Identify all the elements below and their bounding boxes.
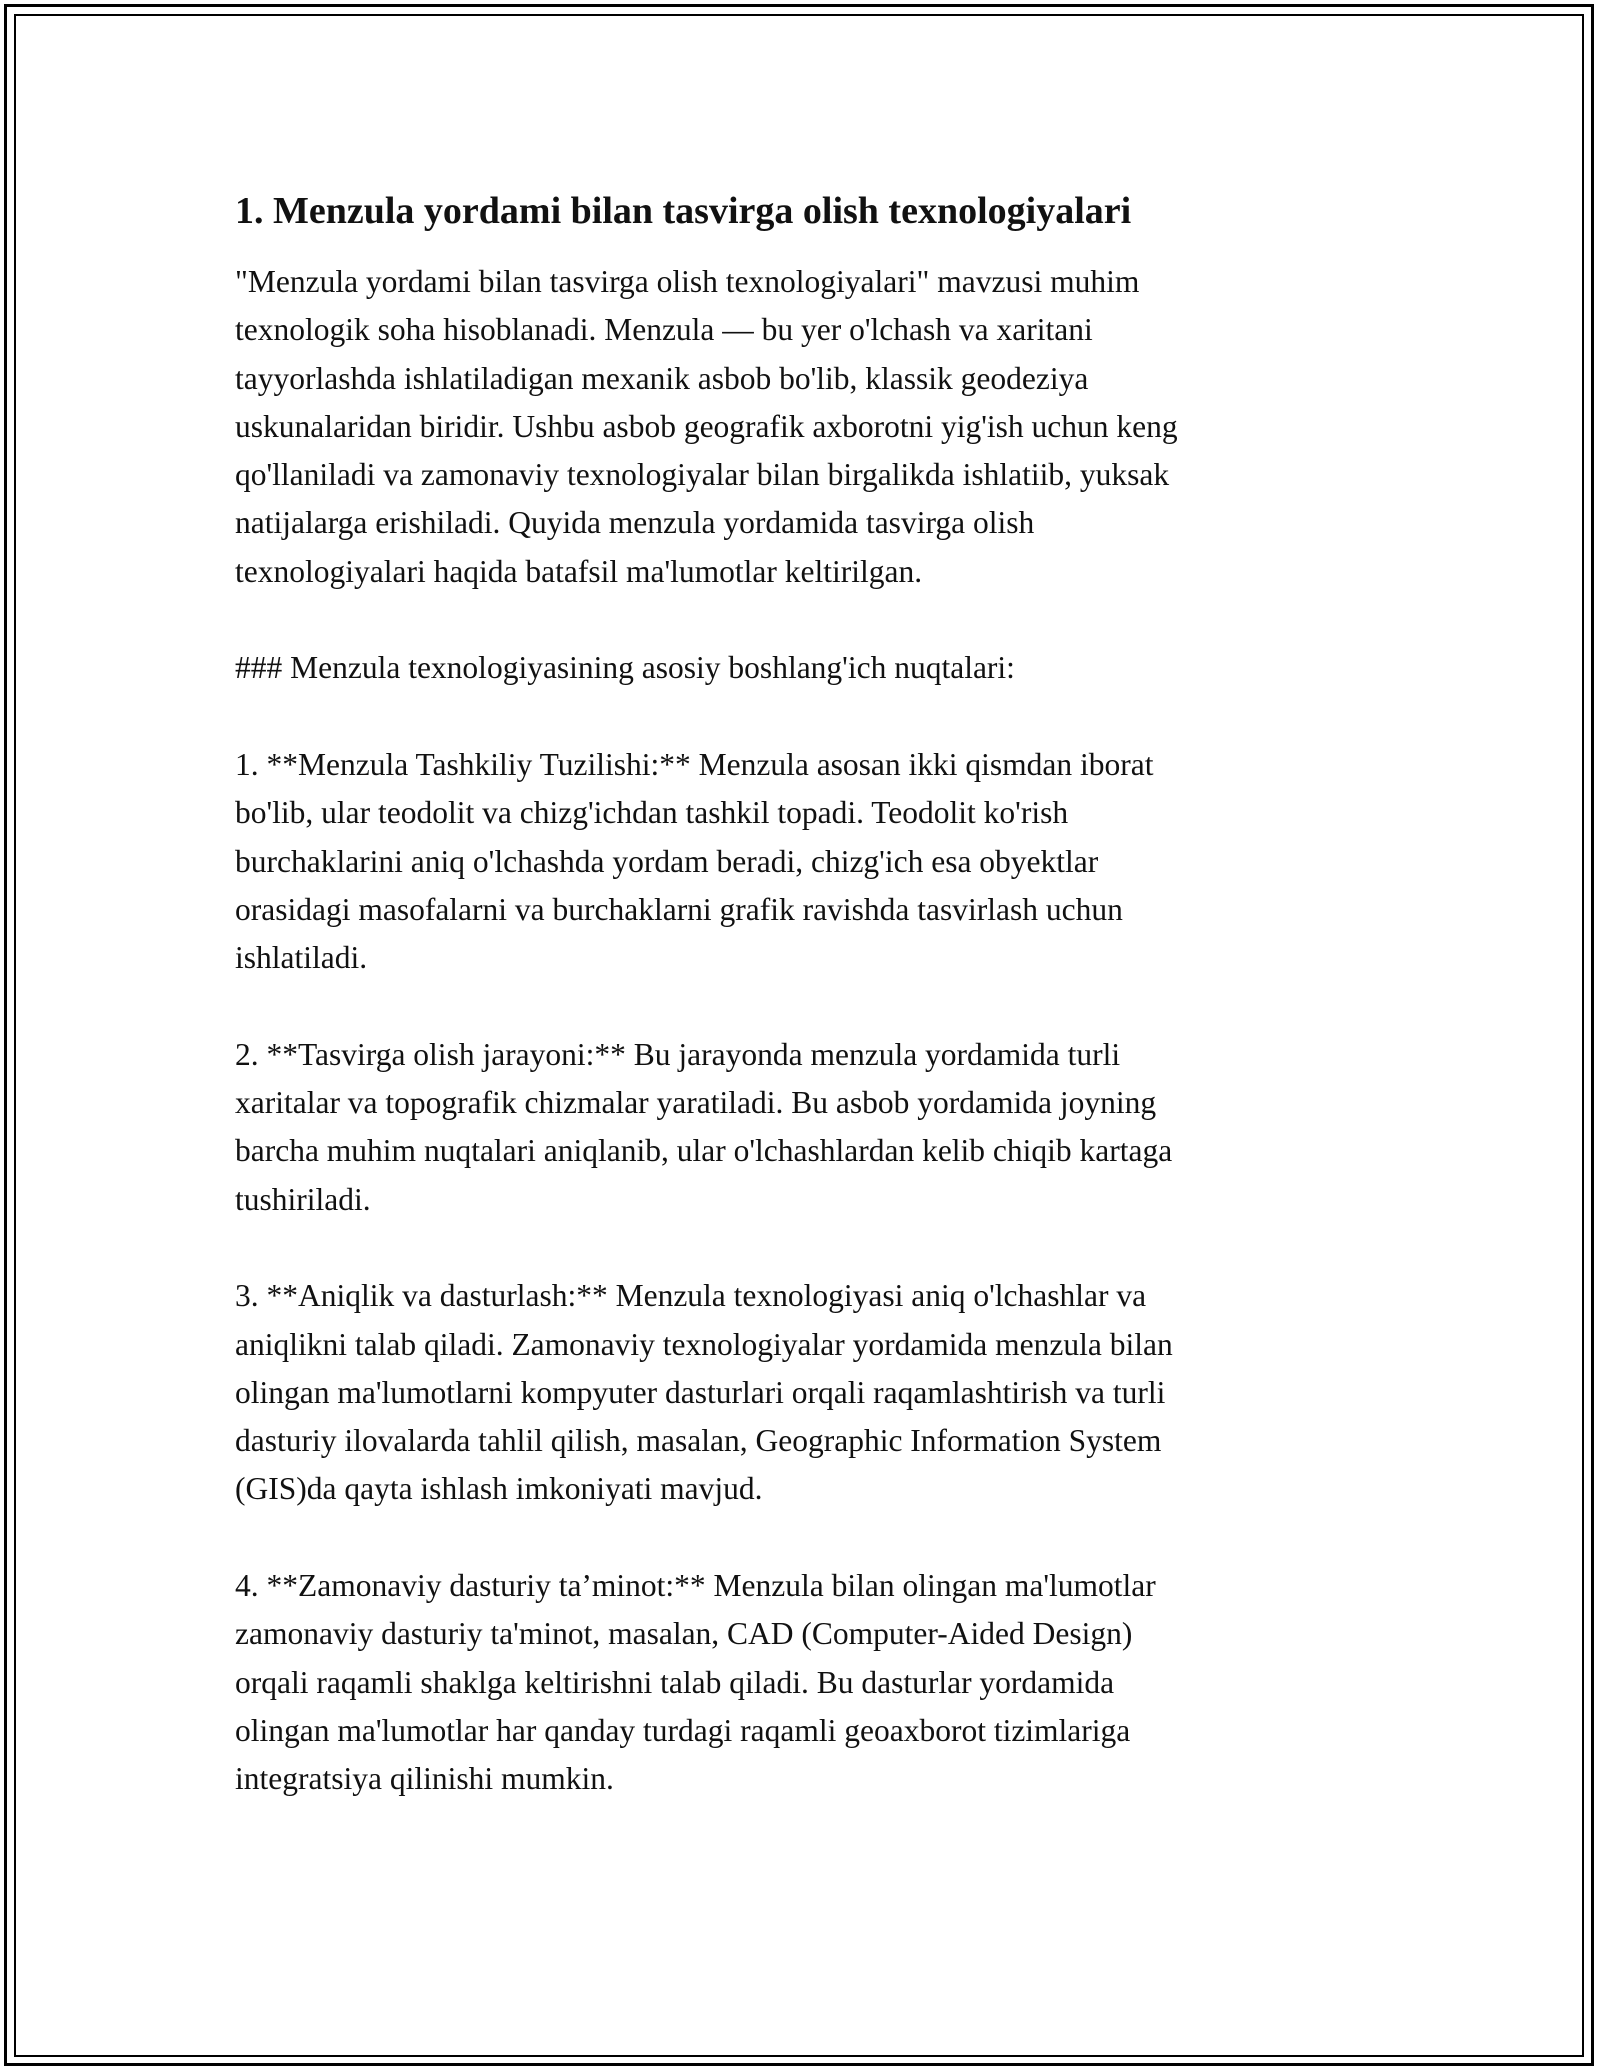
paragraph-line: ### Menzula texnologiyasining asosiy boshlang'ich nuqtalari: <box>235 650 1015 686</box>
paragraph-line: dasturiy ilovalarda tahlil qilish, masalan, Geographic Information System <box>235 1423 1162 1459</box>
intro-paragraph <box>235 258 1345 596</box>
paragraph-line: orasidagi masofalarni va burchaklarni grafik ravishda tasvirlash uchun <box>235 891 1123 927</box>
document-title: 1. Menzula yordami bilan tasvirga olish texnologiyalari <box>235 190 1132 232</box>
section-heading-paragraph <box>235 644 1345 692</box>
paragraph-line: olingan ma'lumotlarni kompyuter dasturlari orqali raqamlashtirish va turli <box>235 1374 1166 1410</box>
list-item-3-paragraph <box>235 1272 1345 1513</box>
paragraph-line: xaritalar va topografik chizmalar yaratiladi. Bu asbob yordamida joyning <box>235 1085 1157 1121</box>
paragraph-line: integratsiya qilinishi mumkin. <box>235 1761 614 1797</box>
paragraph-line: barcha muhim nuqtalari aniqlanib, ular o'lchashlardan kelib chiqib kartaga <box>235 1133 1173 1169</box>
paragraph-line: uskunalaridan biridir. Ushbu asbob geografik axborotni yig'ish uchun keng <box>235 408 1178 444</box>
document-body <box>235 186 1345 1852</box>
paragraph-line: bo'lib, ular teodolit va chizg'ichdan tashkil topadi. Teodolit ko'rish <box>235 795 1069 831</box>
list-item-1-paragraph <box>235 741 1345 982</box>
paragraph-line: burchaklarini aniq o'lchashda yordam beradi, chizg'ich esa obyektlar <box>235 843 1099 879</box>
paragraph-line: orqali raqamli shaklga keltirishni talab qiladi. Bu dasturlar yordamida <box>235 1664 1115 1700</box>
paragraph-line: 4. **Zamonaviy dasturiy ta’minot:** Menzula bilan olingan ma'lumotlar <box>235 1568 1156 1604</box>
paragraph-line: 2. **Tasvirga olish jarayoni:** Bu jarayonda menzula yordamida turli <box>235 1036 1121 1072</box>
paragraph-line: ishlatiladi. <box>235 940 368 976</box>
paragraph-line: texnologiyalari haqida batafsil ma'lumotlar keltirilgan. <box>235 553 923 589</box>
paragraph-line: natijalarga erishiladi. Quyida menzula yordamida tasvirga olish <box>235 505 1035 541</box>
paragraph-line: aniqlikni talab qiladi. Zamonaviy texnologiyalar yordamida menzula bilan <box>235 1326 1173 1362</box>
paragraph-line: 3. **Aniqlik va dasturlash:** Menzula texnologiyasi aniq o'lchashlar va <box>235 1278 1147 1314</box>
paragraph-line: olingan ma'lumotlar har qanday turdagi raqamli geoaxborot tizimlariga <box>235 1712 1131 1748</box>
list-item-4-paragraph <box>235 1562 1345 1803</box>
paragraph-line: tushiriladi. <box>235 1181 371 1217</box>
paragraph-line: "Menzula yordami bilan tasvirga olish texnologiyalari" mavzusi muhim <box>235 264 1140 299</box>
paragraph-line: zamonaviy dasturiy ta'minot, masalan, CAD (Computer-Aided Design) <box>235 1616 1133 1652</box>
paragraph-line: (GIS)da qayta ishlash imkoniyati mavjud. <box>235 1471 763 1507</box>
paragraph-line: 1. **Menzula Tashkiliy Tuzilishi:** Menzula asosan ikki qismdan iborat <box>235 746 1154 782</box>
list-item-2-paragraph <box>235 1031 1345 1224</box>
paragraph-line: qo'llaniladi va zamonaviy texnologiyalar bilan birgalikda ishlatiib, yuksak <box>235 457 1170 493</box>
paragraph-line: tayyorlashda ishlatiladigan mexanik asbob bo'lib, klassik geodeziya <box>235 360 1089 396</box>
paragraph-line: texnologik soha hisoblanadi. Menzula — bu yer o'lchash va xaritani <box>235 312 1093 348</box>
